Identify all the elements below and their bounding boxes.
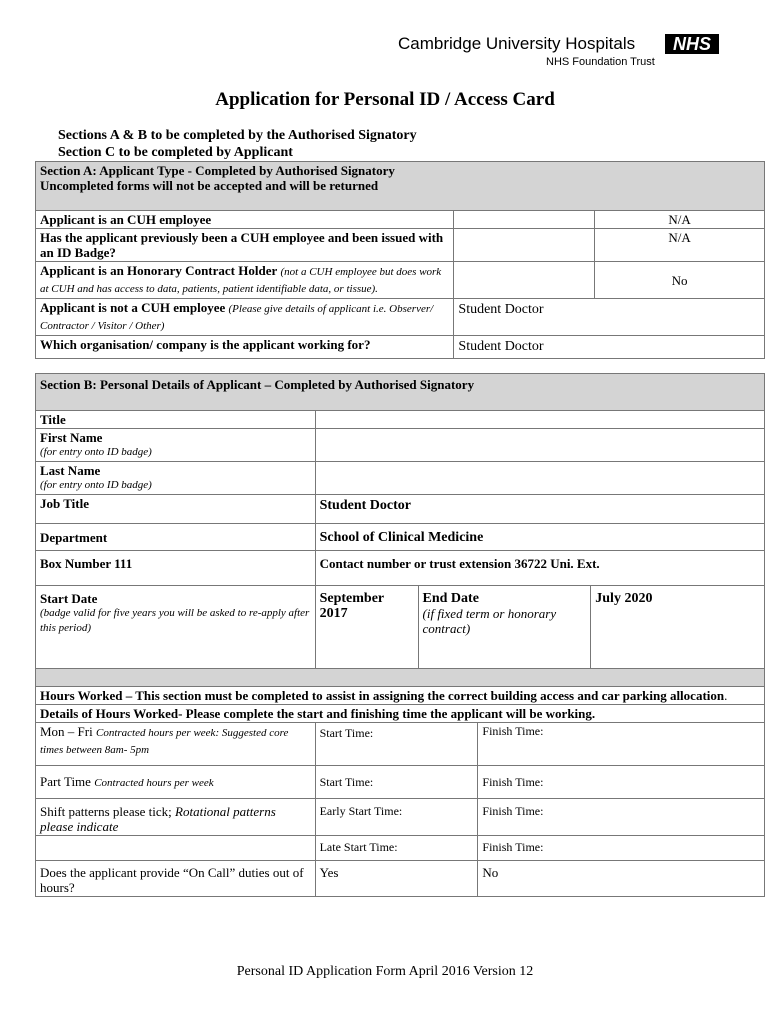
oncall-no[interactable]: No <box>478 861 765 897</box>
row-cuh-employee-label: Applicant is an CUH employee <box>36 211 454 229</box>
section-b-table <box>35 373 765 897</box>
monfri-note: Contracted hours per week: Suggested core times between 8am- 5pm <box>40 727 289 756</box>
first-name-note: (for entry onto ID badge) <box>40 446 152 458</box>
intro-line-2: Section C to be completed by Applicant <box>58 145 293 160</box>
row-honorary-label-cell <box>36 262 454 299</box>
row-honorary-answer[interactable]: No <box>595 262 765 299</box>
end-date-value[interactable]: July 2020 <box>591 586 765 669</box>
section-a-table <box>35 161 765 359</box>
row-honorary-value[interactable] <box>454 262 595 299</box>
row-non-employee-label-cell <box>36 299 454 336</box>
nhs-logo: NHS <box>665 34 719 54</box>
last-name-field[interactable] <box>315 462 764 495</box>
last-name-note: (for entry onto ID badge) <box>40 479 152 491</box>
end-date-label: End Date <box>422 591 479 606</box>
monfri-label-cell <box>36 723 316 766</box>
section-a-heading: Section A: Applicant Type - Completed by Authorised Signatory <box>40 163 395 178</box>
monfri-label: Mon – Fri <box>40 724 93 739</box>
shift-label-cell <box>36 799 316 836</box>
part-time-label: Part Time <box>40 773 91 789</box>
contact-number[interactable]: Contact number or trust extension 36722 Uni. Ext. <box>315 551 764 586</box>
first-name-field[interactable] <box>315 429 764 462</box>
late-finish-time[interactable]: Finish Time: <box>478 836 765 861</box>
row-cuh-employee-answer[interactable]: N/A <box>595 211 765 229</box>
row-organisation-value[interactable]: Student Doctor <box>454 336 765 359</box>
end-date-label-cell <box>418 586 591 669</box>
row-previous-employee-answer[interactable]: N/A <box>595 229 765 262</box>
hours-details: Details of Hours Worked- Please complete the start and finishing time the applicant will be working. <box>36 705 765 723</box>
section-a-header <box>36 162 765 211</box>
footer: Personal ID Application Form April 2016 Version 12 <box>236 964 534 979</box>
late-start-time[interactable]: Late Start Time: <box>315 836 478 861</box>
shift-blank-cell <box>36 836 316 861</box>
shift-label: Shift patterns please tick; <box>40 804 172 819</box>
last-name-label-cell <box>36 462 316 495</box>
start-date-label: Start Date <box>40 591 98 606</box>
early-finish-time[interactable]: Finish Time: <box>478 799 765 836</box>
shift-note: Rotational patterns please indicate <box>40 804 276 834</box>
row-organisation-label: Which organisation/ company is the applicant working for? <box>36 336 454 359</box>
part-time-note: Contracted hours per week <box>94 776 214 789</box>
hours-heading: Hours Worked – This section must be completed to assist in assigning the correct building access and car parking allocation <box>40 688 725 703</box>
monfri-start-time[interactable]: Start Time: <box>315 723 478 766</box>
job-title-label: Job Title <box>36 495 316 524</box>
department-label: Department <box>36 524 316 551</box>
org-name: Cambridge University Hospitals <box>398 34 636 53</box>
title-label: Title <box>36 411 316 429</box>
end-date-note: (if fixed term or honorary contract) <box>422 606 557 636</box>
early-start-time[interactable]: Early Start Time: <box>315 799 478 836</box>
first-name-label-cell <box>36 429 316 462</box>
last-name-label: Last Name <box>40 463 101 478</box>
part-time-start-time[interactable]: Start Time: <box>315 766 478 799</box>
hours-heading-end: . <box>724 688 728 703</box>
part-time-label-cell <box>36 766 316 799</box>
section-b-heading: Section B: Personal Details of Applicant – Completed by Authorised Signatory <box>36 374 765 411</box>
oncall-label: Does the applicant provide “On Call” duties out of hours? <box>36 861 316 897</box>
trust-name: NHS Foundation Trust <box>546 56 655 68</box>
intro-line-1: Sections A & B to be completed by the Authorised Signatory <box>58 128 417 143</box>
row-non-employee-label: Applicant is not a CUH employee <box>40 300 226 315</box>
part-time-finish-time[interactable]: Finish Time: <box>478 766 765 799</box>
row-non-employee-value[interactable]: Student Doctor <box>454 299 765 336</box>
row-honorary-label: Applicant is an Honorary Contract Holder <box>40 263 278 278</box>
first-name-label: First Name <box>40 430 103 445</box>
title-field[interactable] <box>315 411 764 429</box>
start-date-note: (badge valid for five years you will be asked to re-apply after this period) <box>40 607 310 634</box>
row-cuh-employee-value[interactable] <box>454 211 595 229</box>
box-number[interactable]: Box Number 111 <box>36 551 316 586</box>
row-honorary-note: (not a CUH employee but does work at CUH and has access to data, patients, patient identifiable data, or tissue). <box>40 266 442 295</box>
row-previous-employee-value[interactable] <box>454 229 595 262</box>
department-field[interactable]: School of Clinical Medicine <box>315 524 764 551</box>
row-non-employee-note: (Please give details of applicant i.e. Observer/ Contractor / Visitor / Other) <box>40 303 434 332</box>
job-title-field[interactable]: Student Doctor <box>315 495 764 524</box>
start-date-label-cell <box>36 586 316 669</box>
section-a-subheading: Uncompleted forms will not be accepted and will be returned <box>40 178 379 193</box>
oncall-yes[interactable]: Yes <box>315 861 478 897</box>
hours-heading-cell <box>36 687 765 705</box>
start-date-value[interactable]: September 2017 <box>315 586 418 669</box>
monfri-finish-time[interactable]: Finish Time: <box>478 723 765 766</box>
row-previous-employee-label: Has the applicant previously been a CUH employee and been issued with an ID Badge? <box>36 229 454 262</box>
section-divider <box>36 669 765 687</box>
page-title: Application for Personal ID / Access Card <box>215 89 555 110</box>
